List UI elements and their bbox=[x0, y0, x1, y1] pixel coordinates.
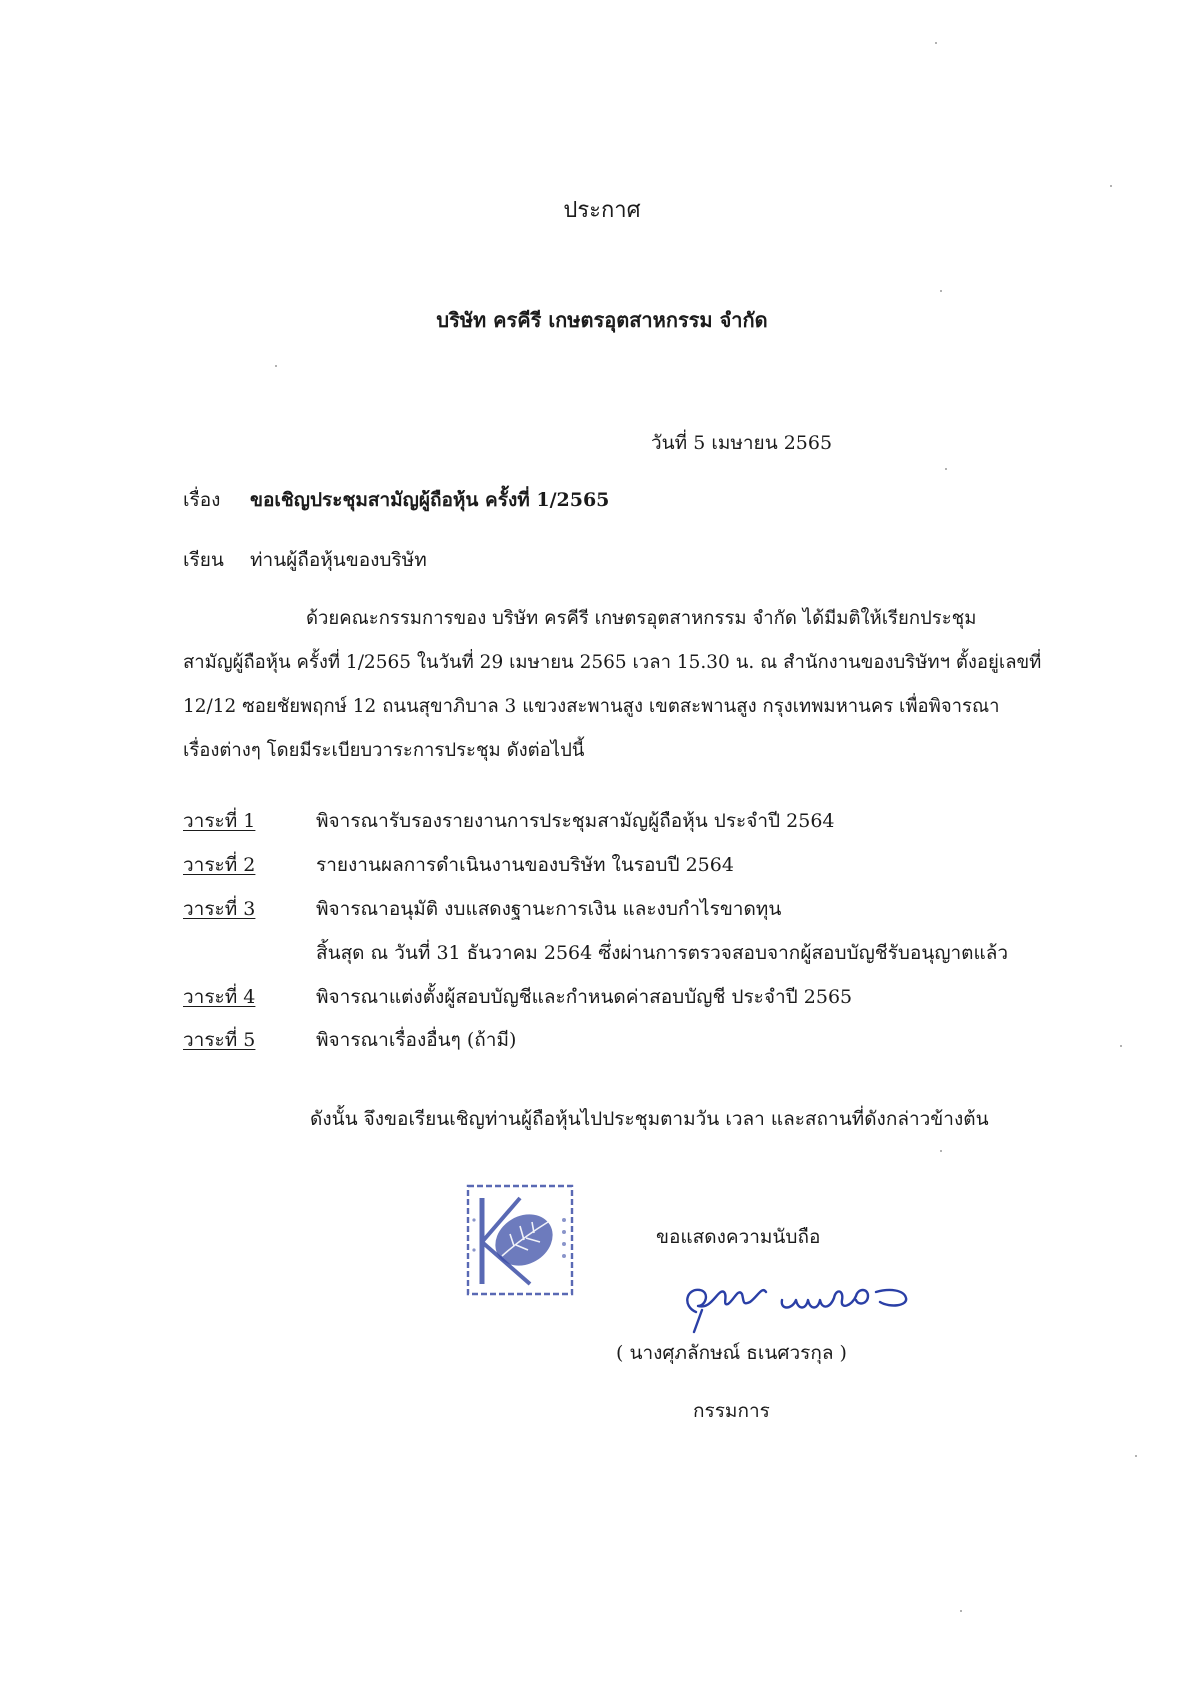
agenda-item-5-label: วาระที่ 5 bbox=[183, 1029, 256, 1051]
agenda-item-3-text: พิจารณาอนุมัติ งบแสดงฐานะการเงิน และงบกำไรขาดทุน bbox=[316, 898, 782, 920]
agenda-item-3-continuation: สิ้นสุด ณ วันที่ 31 ธันวาคม 2564 ซึ่งผ่านการตรวจสอบจากผู้สอบบัญชีรับอนุญาตแล้ว bbox=[316, 942, 1009, 964]
scan-speck bbox=[1120, 1045, 1122, 1047]
body-line: ด้วยคณะกรรมการของ บริษัท ครคีรี เกษตรอุตสาหกรรม จำกัด ได้มีมติให้เรียกประชุม bbox=[306, 608, 977, 629]
company-seal-icon bbox=[460, 1180, 580, 1300]
signatory-name: ( นางศุภลักษณ์ ธเนศวรกุล ) bbox=[616, 1342, 847, 1364]
signatory-position: กรรมการ bbox=[693, 1400, 770, 1422]
scan-speck bbox=[275, 365, 277, 367]
scan-speck bbox=[945, 468, 947, 470]
agenda-item-4-text: พิจารณาแต่งตั้งผู้สอบบัญชีและกำหนดค่าสอบบัญชี ประจำปี 2565 bbox=[316, 986, 853, 1008]
subject-text: ขอเชิญประชุมสามัญผู้ถือหุ้น ครั้งที่ 1/2565 bbox=[250, 489, 610, 511]
agenda-item-3-label: วาระที่ 3 bbox=[183, 898, 256, 920]
scan-speck bbox=[960, 1610, 962, 1612]
agenda-item-1-text: พิจารณารับรองรายงานการประชุมสามัญผู้ถือหุ้น ประจำปี 2564 bbox=[316, 810, 835, 832]
document-title: ประกาศ bbox=[563, 198, 641, 223]
agenda-item-2-label: วาระที่ 2 bbox=[183, 854, 256, 876]
recipient-label: เรียน bbox=[183, 549, 224, 571]
company-name: บริษัท ครคีรี เกษตรอุตสาหกรรม จำกัด bbox=[436, 308, 768, 332]
body-paragraph bbox=[183, 597, 1042, 773]
closing-sentence: ดังนั้น จึงขอเรียนเชิญท่านผู้ถือหุ้นไปประชุมตามวัน เวลา และสถานที่ดังกล่าวข้างต้น bbox=[310, 1108, 989, 1130]
scan-speck bbox=[940, 1150, 942, 1152]
scan-speck bbox=[1135, 1455, 1137, 1457]
agenda-item-2-text: รายงานผลการดำเนินงานของบริษัท ในรอบปี 2564 bbox=[316, 854, 734, 876]
recipient-text: ท่านผู้ถือหุ้นของบริษัท bbox=[250, 549, 427, 571]
scan-speck bbox=[940, 290, 942, 292]
agenda-item-4-label: วาระที่ 4 bbox=[183, 986, 256, 1008]
body-line: เรื่องต่างๆ โดยมีระเบียบวาระการประชุม ดังต่อไปนี้ bbox=[183, 740, 585, 761]
body-line: สามัญผู้ถือหุ้น ครั้งที่ 1/2565 ในวันที่ 29 เมษายน 2565 เวลา 15.30 น. ณ สำนักงานของบริษัทฯ ตั้งอยู่เลขที่ bbox=[183, 652, 1042, 673]
subject-label: เรื่อง bbox=[183, 489, 221, 511]
document-date: วันที่ 5 เมษายน 2565 bbox=[651, 432, 833, 454]
agenda-item-5-text: พิจารณาเรื่องอื่นๆ (ถ้ามี) bbox=[316, 1029, 517, 1051]
agenda-item-1-label: วาระที่ 1 bbox=[183, 810, 256, 832]
closing-regards: ขอแสดงความนับถือ bbox=[656, 1226, 821, 1248]
scan-speck bbox=[935, 42, 937, 44]
handwritten-signature bbox=[672, 1266, 922, 1338]
body-line: 12/12 ซอยชัยพฤกษ์ 12 ถนนสุขาภิบาล 3 แขวงสะพานสูง เขตสะพานสูง กรุงเทพมหานคร เพื่อพิจารณา bbox=[183, 696, 1000, 717]
scan-speck bbox=[1110, 185, 1112, 187]
